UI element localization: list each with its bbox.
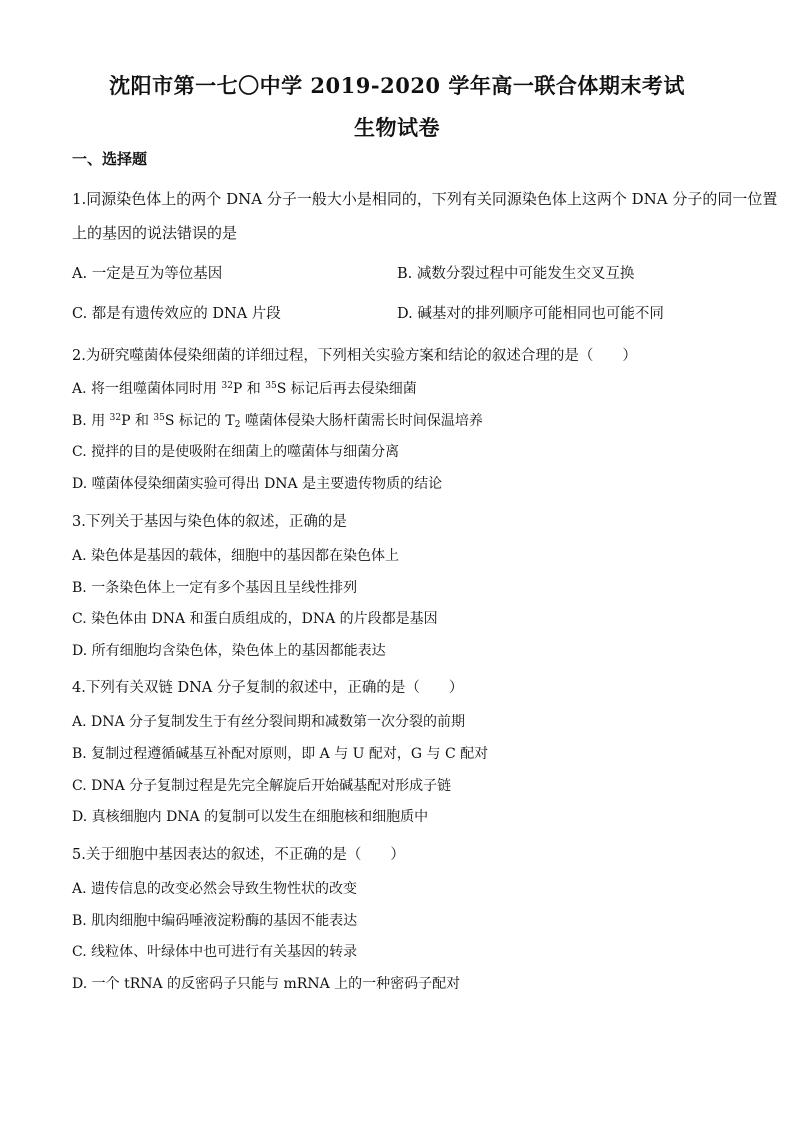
question-3-option-c: C. 染色体由 DNA 和蛋白质组成的，DNA 的片段都是基因 xyxy=(72,611,438,627)
exam-title: 沈阳市第一七〇中学 2019-2020 学年高一联合体期末考试 xyxy=(109,73,685,98)
question-4-option-a: A. DNA 分子复制发生于有丝分裂间期和减数第一次分裂的前期 xyxy=(72,714,466,730)
question-5-option-a: A. 遗传信息的改变必然会导致生物性状的改变 xyxy=(72,881,358,897)
question-4-stem: 4.下列有关双链 DNA 分子复制的叙述中，正确的是（ ） xyxy=(72,680,464,696)
question-5-option-b: B. 肌肉细胞中编码唾液淀粉酶的基因不能表达 xyxy=(72,913,358,929)
question-1-option-a: A. 一定是互为等位基因 xyxy=(72,266,223,282)
question-2-option-c: C. 搅拌的目的是使吸附在细菌上的噬菌体与细菌分离 xyxy=(72,444,400,460)
question-2-option-a: A. 将一组噬菌体同时用 $^{32}$P 和 $^{35}$S 标记后再去侵染细菌 xyxy=(72,381,417,397)
exam-subject-title: 生物试卷 xyxy=(354,115,440,140)
question-1-option-b: B. 减数分裂过程中可能发生交叉互换 xyxy=(397,266,635,282)
question-1-stem-line-2: 上的基因的说法错误的是 xyxy=(72,224,238,242)
question-5-option-d: D. 一个 tRNA 的反密码子只能与 mRNA 上的一种密码子配对 xyxy=(72,976,461,992)
question-5-option-c: C. 线粒体、叶绿体中也可进行有关基因的转录 xyxy=(72,944,358,960)
question-3-option-d: D. 所有细胞均含染色体，染色体上的基因都能表达 xyxy=(72,643,386,659)
question-1-stem-line-1: 1.同源染色体上的两个 DNA 分子一般大小是相同的，下列有关同源染色体上这两个 DNA 分子的同一位置 xyxy=(72,190,778,208)
question-1-option-c: C. 都是有遗传效应的 DNA 片段 xyxy=(72,306,281,322)
question-4-option-c: C. DNA 分子复制过程是先完全解旋后开始碱基配对形成子链 xyxy=(72,778,452,794)
question-2-stem: 2.为研究噬菌体侵染细菌的详细过程，下列相关实验方案和结论的叙述合理的是（ ） xyxy=(72,348,637,364)
question-3-stem: 3.下列关于基因与染色体的叙述，正确的是 xyxy=(72,514,347,530)
question-1-option-d: D. 碱基对的排列顺序可能相同也可能不同 xyxy=(397,306,664,322)
question-4-option-d: D. 真核细胞内 DNA 的复制可以发生在细胞核和细胞质中 xyxy=(72,809,429,825)
question-3-option-b: B. 一条染色体上一定有多个基因且呈线性排列 xyxy=(72,580,358,596)
section-heading: 一、选择题 xyxy=(72,150,148,168)
question-3-option-a: A. 染色体是基因的载体，细胞中的基因都在染色体上 xyxy=(72,548,400,564)
question-5-stem: 5.关于细胞中基因表达的叙述，不正确的是（ ） xyxy=(72,847,405,863)
question-2-option-b: B. 用 $^{32}$P 和 $^{35}$S 标记的 $T_2$ 噬菌体侵染大肠杆菌需长时间保温培养 xyxy=(72,413,483,430)
question-2-option-d: D. 噬菌体侵染细菌实验可得出 DNA 是主要遗传物质的结论 xyxy=(72,476,443,492)
question-4-option-b: B. 复制过程遵循碱基互补配对原则，即 A 与 U 配对，G 与 C 配对 xyxy=(72,746,489,762)
